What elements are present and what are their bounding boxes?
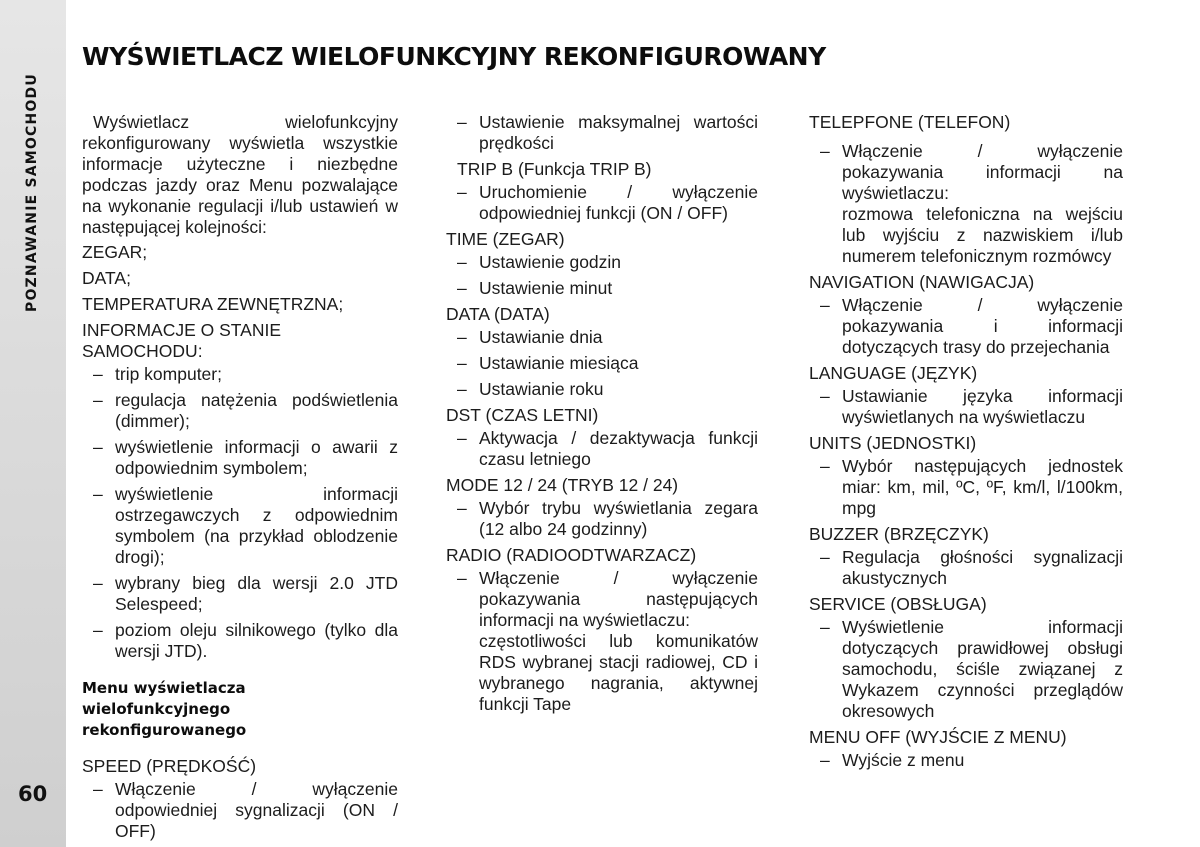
line-informacje: INFORMACJE O STANIE SAMOCHODU: bbox=[82, 320, 281, 361]
units-heading: UNITS (JEDNOSTKI) bbox=[809, 433, 977, 453]
mode-list bbox=[446, 498, 758, 540]
intro-paragraph: Wyświetlacz wielofunkcyjny rekonfigurowany wyświetla wszystkie informacje użyteczne i niezbędne podczas jazdy oraz Menu pozwalające na wykonanie regulacji i/lub ustawień w następującej kolejności: bbox=[82, 112, 398, 237]
list-item: – Uruchomienie / wyłączenie odpowiedniej funkcji (ON / OFF) bbox=[446, 182, 758, 224]
speed-continued-list bbox=[446, 112, 758, 154]
column-1 bbox=[82, 112, 398, 847]
line-temperatura: TEMPERATURA ZEWNĘTRZNA; bbox=[82, 294, 344, 314]
radio-heading: RADIO (RADIOODTWARZACZ) bbox=[446, 545, 697, 565]
list-item: – regulacja natężenia podświetlenia (dimmer); bbox=[82, 390, 398, 432]
list-item: – Ustawianie dnia bbox=[446, 327, 758, 348]
line-data: DATA; bbox=[82, 268, 131, 288]
list-item: – Ustawienie godzin bbox=[446, 252, 758, 273]
data-heading: DATA (DATA) bbox=[446, 304, 550, 324]
mode-heading: MODE 12 / 24 (TRYB 12 / 24) bbox=[446, 475, 679, 495]
list-item: – Ustawianie miesiąca bbox=[446, 353, 758, 374]
dst-heading: DST (CZAS LETNI) bbox=[446, 405, 599, 425]
navigation-list bbox=[809, 295, 1123, 358]
list-item: – wybrany bieg dla wersji 2.0 JTD Selespeed; bbox=[82, 573, 398, 615]
line-zegar: ZEGAR; bbox=[82, 242, 148, 262]
list-item: – poziom oleju silnikowego (tylko dla wersji JTD). bbox=[82, 620, 398, 662]
buzzer-heading: BUZZER (BRZĘCZYK) bbox=[809, 524, 989, 544]
side-bar bbox=[0, 0, 66, 847]
list-item: – Ustawianie języka informacji wyświetlanych na wyświetlaczu bbox=[809, 386, 1123, 428]
list-item bbox=[446, 568, 758, 715]
speed-heading: SPEED (PRĘDKOŚĆ) bbox=[82, 756, 257, 776]
time-list bbox=[446, 252, 758, 299]
list-item: – Włączenie / wyłączenie odpowiedniej sygnalizacji (ON / OFF) bbox=[82, 779, 398, 842]
speed-list bbox=[82, 779, 398, 842]
service-list bbox=[809, 617, 1123, 722]
telephone-list bbox=[809, 141, 1123, 267]
radio-list bbox=[446, 568, 758, 715]
list-item: – Ustawianie roku bbox=[446, 379, 758, 400]
dst-list bbox=[446, 428, 758, 470]
list-item: – Wybór trybu wyświetlania zegara (12 albo 24 godzinny) bbox=[446, 498, 758, 540]
time-heading: TIME (ZEGAR) bbox=[446, 229, 565, 249]
language-heading: LANGUAGE (JĘZYK) bbox=[809, 363, 978, 383]
list-item: – Ustawienie maksymalnej wartości prędkości bbox=[446, 112, 758, 154]
list-item: – Ustawienie minut bbox=[446, 278, 758, 299]
language-list bbox=[809, 386, 1123, 428]
telephone-item-detail: rozmowa telefoniczna na wejściu lub wyjściu z nazwiskiem i/lub numerem telefonicznym rozmówcy bbox=[842, 204, 1123, 266]
list-item: – Wybór następujących jednostek miar: km, mil, ºC, ºF, km/l, l/100km, mpg bbox=[809, 456, 1123, 519]
list-item: – wyświetlenie informacji o awarii z odpowiednim symbolem; bbox=[82, 437, 398, 479]
list-item bbox=[809, 141, 1123, 267]
trip-b-list bbox=[446, 182, 758, 224]
list-item: – Włączenie / wyłączenie pokazywania i informacji dotyczących trasy do przejechania bbox=[809, 295, 1123, 358]
telephone-heading: TELEPFONE (TELEFON) bbox=[809, 112, 1011, 132]
radio-item-text: Włączenie / wyłączenie pokazywania następujących informacji na wyświetlaczu: bbox=[479, 568, 758, 630]
list-item: – trip komputer; bbox=[82, 364, 398, 385]
radio-item-detail: częstotliwości lub komunikatów RDS wybranej stacji radiowej, CD i wybranego nagrania, aktywnej funkcji Tape bbox=[479, 631, 758, 714]
trip-b-heading: TRIP B (Funkcja TRIP B) bbox=[457, 159, 652, 179]
column-2 bbox=[446, 112, 758, 720]
page-title: WYŚWIETLACZ WIELOFUNKCYJNY REKONFIGUROWANY bbox=[82, 42, 826, 71]
list-item: – Regulacja głośności sygnalizacji akustycznych bbox=[809, 547, 1123, 589]
navigation-heading: NAVIGATION (NAWIGACJA) bbox=[809, 272, 1035, 292]
list-item: – Wyświetlenie informacji dotyczących prawidłowej obsługi samochodu, ściśle związanej z Wykazem czynności przeglądów okresowych bbox=[809, 617, 1123, 722]
data-list bbox=[446, 327, 758, 400]
telephone-item-text: Włączenie / wyłączenie pokazywania informacji na wyświetlaczu: bbox=[842, 141, 1123, 203]
column-3 bbox=[809, 112, 1123, 776]
status-list bbox=[82, 364, 398, 662]
menu-subheading: Menu wyświetlacza wielofunkcyjnego rekonfigurowanego bbox=[82, 679, 247, 739]
page-number: 60 bbox=[18, 782, 48, 806]
list-item: – Aktywacja / dezaktywacja funkcji czasu letniego bbox=[446, 428, 758, 470]
menu-off-heading: MENU OFF (WYJŚCIE Z MENU) bbox=[809, 727, 1067, 747]
units-list bbox=[809, 456, 1123, 519]
menu-off-list bbox=[809, 750, 1123, 771]
list-item: – Wyjście z menu bbox=[809, 750, 1123, 771]
list-item: – wyświetlenie informacji ostrzegawczych z odpowiednim symbolem (na przykład oblodzenie drogi); bbox=[82, 484, 398, 568]
buzzer-list bbox=[809, 547, 1123, 589]
service-heading: SERVICE (OBSŁUGA) bbox=[809, 594, 987, 614]
section-label: POZNAWANIE SAMOCHODU bbox=[24, 73, 40, 312]
